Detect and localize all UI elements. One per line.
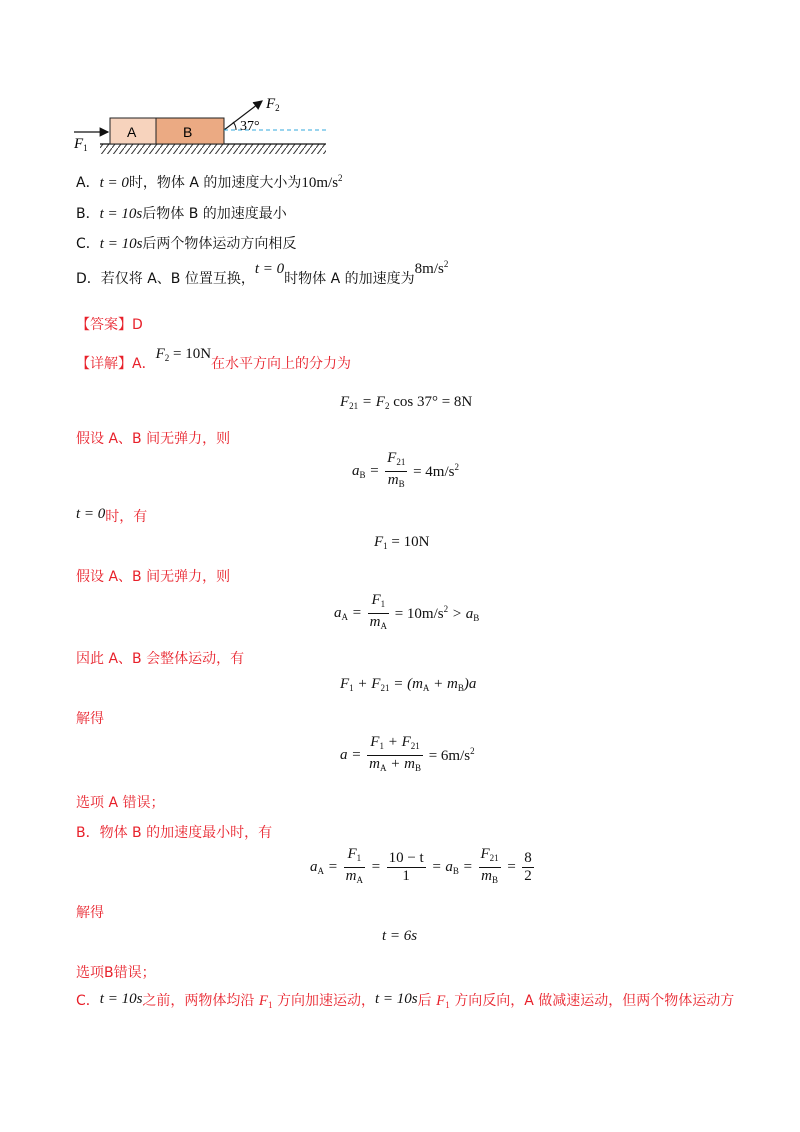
text-b-min: B．物体 B 的加速度最小时，有 bbox=[76, 825, 273, 841]
option-d[interactable]: D．若仅将 A、B 位置互换，t = 0时物体 A 的加速度为$8m/s^2$ bbox=[76, 259, 449, 287]
force1-label: $F_1$ bbox=[74, 136, 88, 153]
text-c-analysis: C．t = 10s之前，两物体均沿 $F_1$ 方向加速运动，t = 10s后 $F_1$ 方向反向，A 做减速运动，但两个物体运动方 bbox=[76, 991, 735, 1010]
option-a[interactable]: A．t = 0时，物体 A 的加速度大小为$10m/s^2$ bbox=[76, 173, 343, 191]
equation-aa: $a_A$ = $\frac{F_1}{m_A}$ = $10m/s^2 > a_B$ bbox=[334, 592, 480, 631]
block-a-label: A bbox=[127, 124, 137, 140]
block-b-label: B bbox=[183, 124, 193, 140]
text-solve-1: 解得 bbox=[76, 711, 104, 727]
option-c[interactable]: C．t = 10s后两个物体运动方向相反 bbox=[76, 236, 297, 252]
explanation-intro: 【详解】A．$F^2 = 10N$在水平方向上的分力为 bbox=[76, 346, 352, 372]
option-b[interactable]: B．t = 10s后物体 B 的加速度最小 bbox=[76, 206, 287, 222]
equation-b-min: $a_A$ = $\frac{F_1}{m_A}$ = $\frac{10 - t}{1}$ = $a_B$ = $\frac{F_{21}}{m_B}$ = $\frac{8}{2}$ bbox=[310, 846, 532, 885]
text-t0: t = 0时，有 bbox=[76, 506, 148, 525]
text-assume-2: 假设 A、B 间无弹力，则 bbox=[76, 569, 231, 585]
text-option-b-wrong: 选项B错误； bbox=[76, 965, 156, 981]
answer-line: 【答案】D bbox=[76, 317, 143, 333]
angle-arc bbox=[233, 122, 236, 130]
equation-f21: $F_{21} = F_2$ cos 37° = 8N bbox=[340, 394, 473, 411]
text-option-a-wrong: 选项 A 错误； bbox=[76, 795, 165, 811]
text-solve-2: 解得 bbox=[76, 905, 104, 921]
angle-label: 37° bbox=[240, 119, 260, 134]
equation-a-solution: a = $\frac{F_1 + F_{21}}{m_A + m_B}$ = $6m/s^2$ bbox=[340, 734, 475, 773]
text-assume-1: 假设 A、B 间无弹力，则 bbox=[76, 431, 231, 447]
equation-t6: t = 6s bbox=[382, 928, 418, 944]
text-whole-motion: 因此 A、B 会整体运动，有 bbox=[76, 651, 245, 667]
equation-ab: $a_B$ = $\frac{F_{21}}{m_B}$ = $4m/s^2$ bbox=[352, 450, 459, 489]
equation-f1: $F_1 = 10N$ bbox=[374, 534, 430, 551]
ground-hatch bbox=[100, 144, 326, 154]
force2-label: $F_2$ bbox=[266, 96, 280, 113]
force-diagram bbox=[70, 92, 340, 157]
equation-newton: $F_1 + F_{21} = (m_A + m_B)a$ bbox=[340, 676, 477, 693]
